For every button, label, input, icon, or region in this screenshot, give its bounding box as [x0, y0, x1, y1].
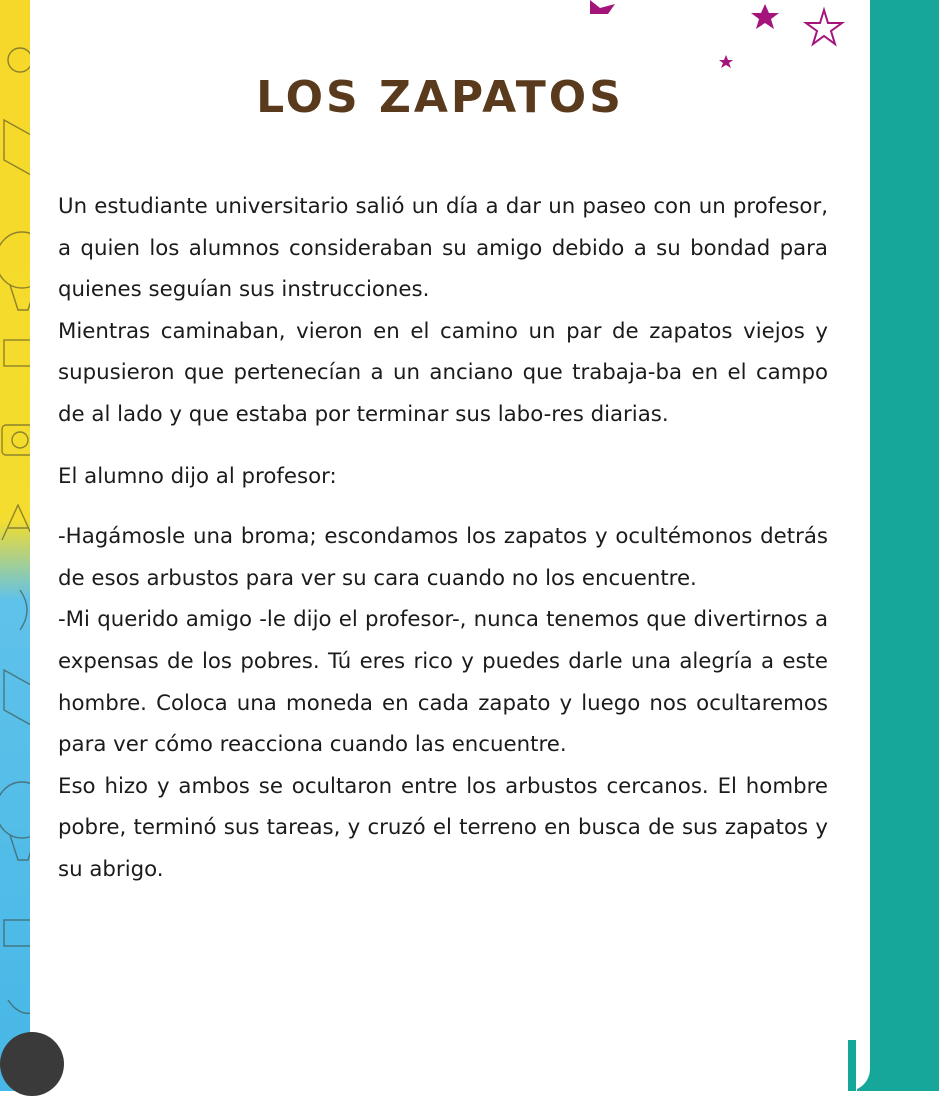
- star-icon: [719, 55, 733, 68]
- magnet-icon: [20, 590, 27, 630]
- paragraph: Un estudiante universitario salió un día a dar un paseo con un profesor, a quien los alumnos consideraban su amigo debido a su bondad para quienes seguían sus instrucciones.: [58, 194, 828, 303]
- star-icon: [590, 0, 615, 14]
- paragraph: El alumno dijo al profesor:: [58, 463, 337, 489]
- ladybug-icon: [8, 48, 32, 72]
- paragraph: Eso hizo y ambos se ocultaron entre los arbustos cercanos. El hombre pobre, terminó sus tareas, y cruzó el terreno en busca de sus zapatos y su abrigo.: [58, 773, 828, 882]
- star-icon: [751, 4, 779, 29]
- paragraph: Mientras caminaban, vieron en el camino un par de zapatos viejos y supusieron que pertenecían a un anciano que trabaja-ba en el campo de al lado y que estaba por terminar sus labo-res diarias.: [58, 318, 828, 427]
- stars-decoration: [560, 0, 860, 80]
- page-title: LOS ZAPATOS: [256, 72, 624, 123]
- paragraph: -Hagámosle una broma; escondamos los zapatos y ocultémonos detrás de esos arbustos para ver su cara cuando no los encuentre.: [58, 524, 828, 591]
- teal-corner: [848, 1040, 856, 1091]
- story-text: [58, 186, 828, 891]
- outline-star-icon: [806, 10, 842, 44]
- avatar[interactable]: [0, 1032, 64, 1096]
- paragraph: -Mi querido amigo -le dijo el profesor-, nunca tenemos que divertirnos a expensas de los pobres. Tú eres rico y puedes darle una alegría a este hombre. Coloca una moneda en cada zapato y luego nos ocultaremos para ver cómo reacciona cuando las encuentre.: [58, 607, 828, 758]
